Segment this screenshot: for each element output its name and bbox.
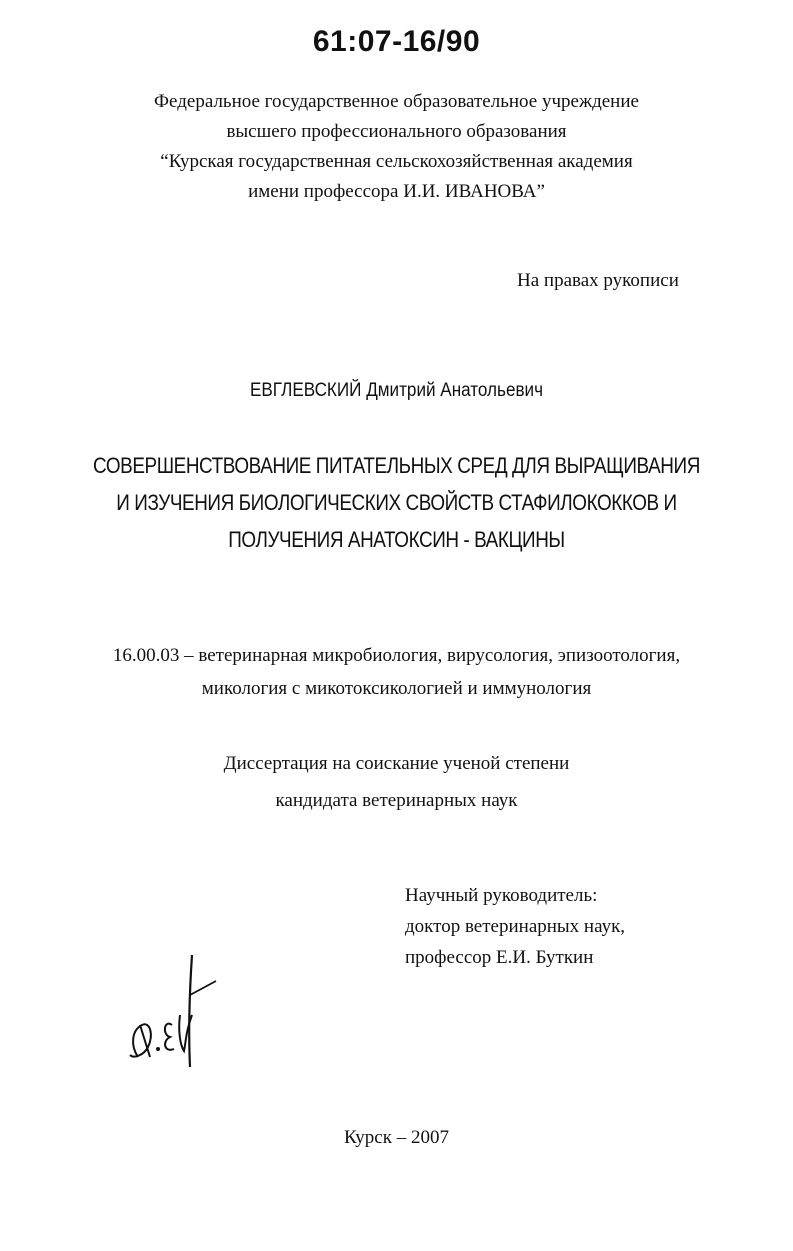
institution-line: высшего профессионального образования [226, 121, 567, 142]
supervisor-line: доктор ветеринарных наук, [405, 916, 626, 937]
degree-line: Диссертация на соискание ученой степени [223, 753, 570, 774]
institution-line: имени профессора И.И. ИВАНОВА” [248, 181, 545, 202]
archive-code: 61:07-16/90 [312, 25, 481, 58]
title-line: ПОЛУЧЕНИЯ АНАТОКСИН - ВАКЦИНЫ [228, 527, 565, 552]
supervisor-line: профессор Е.И. Буткин [405, 947, 594, 968]
institution-line: Федеральное государственное образовательное учреждение [154, 91, 639, 112]
supervisor-line: Научный руководитель: [405, 885, 598, 906]
title-line: И ИЗУЧЕНИЯ БИОЛОГИЧЕСКИХ СВОЙСТВ СТАФИЛОКОККОВ И [116, 490, 677, 515]
degree-line: кандидата ветеринарных наук [275, 790, 518, 811]
manuscript-note: На правах рукописи [517, 270, 679, 291]
title-line: СОВЕРШЕНСТВОВАНИЕ ПИТАТЕЛЬНЫХ СРЕД ДЛЯ ВЫРАЩИВАНИЯ [93, 453, 700, 478]
institution-line: “Курская государственная сельскохозяйственная академия [160, 151, 633, 172]
specialty-line: 16.00.03 – ветеринарная микробиология, вирусология, эпизоотология, [112, 645, 681, 666]
author-name: ЕВГЛЕВСКИЙ Дмитрий Анатольевич [249, 380, 544, 401]
place-year: Курск – 2007 [344, 1127, 449, 1148]
specialty-line: микология с микотоксикологией и иммунология [201, 678, 592, 699]
handwritten-signature [120, 945, 220, 1075]
